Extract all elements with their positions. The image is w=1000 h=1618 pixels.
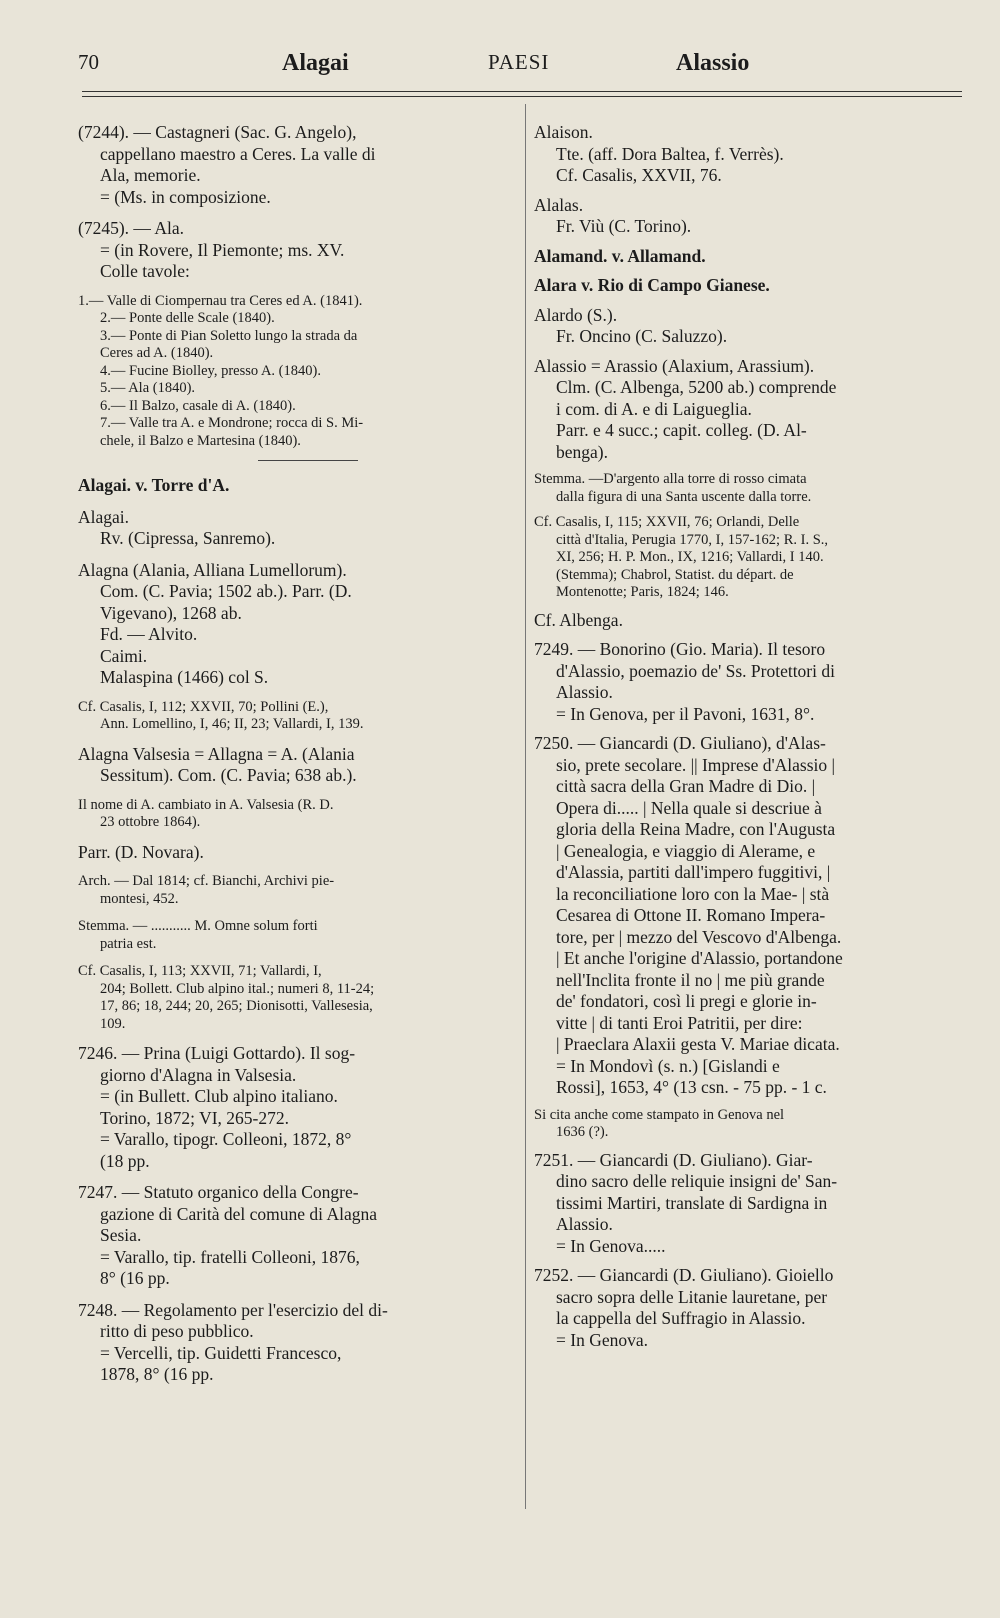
text-line: = Varallo, tipogr. Colleoni, 1872, 8° [100, 1129, 352, 1149]
text-line: sacro sopra delle Litanie lauretane, per [556, 1286, 828, 1307]
text-line: = (Ms. in composizione. [100, 186, 271, 207]
text-line: città d'Italia, Perugia 1770, I, 157-162; R. I. S., [556, 531, 829, 548]
text-line: 7248. — Regolamento per l'esercizio del di- [78, 1299, 388, 1320]
text-line: = Vercelli, tip. Guidetti Francesco, [100, 1342, 342, 1363]
text-line: 8° (16 pp. [100, 1268, 170, 1288]
text-line: la cappella del Suffragio in Alassio. [556, 1308, 806, 1328]
text-line: Colle tavole: [100, 261, 190, 281]
text-line: Sessitum). Com. (C. Pavia; 638 ab.). [100, 765, 357, 785]
text-line: 1.— Valle di Ciompernau tra Ceres ed A. (1841). [78, 292, 363, 309]
text-line: (18 pp. [100, 1150, 150, 1171]
text-line: | Et anche l'origine d'Alassio, portandone [556, 948, 843, 968]
text-line: tissimi Martiri, translate di Sardigna in [556, 1192, 828, 1213]
text-line: Parr. (D. Novara). [78, 841, 204, 862]
text-line: Alassio = Arassio (Alaxium, Arassium). [534, 355, 815, 376]
entry [78, 218, 506, 283]
text-line: Com. (C. Pavia; 1502 ab.). Parr. (D. [100, 581, 352, 601]
entry [78, 475, 506, 497]
text-line: (Stemma); Chabrol, Statist. du départ. de [556, 566, 794, 583]
text-line: Rv. (Cipressa, Sanremo). [100, 528, 276, 548]
text-line: Stemma. —D'argento alla torre di rosso cimata [534, 471, 807, 487]
text-line: Ann. Lomellino, I, 46; II, 23; Vallardi, I, 139. [100, 716, 364, 732]
text-line: Cf. Casalis, I, 115; XXVII, 76; Orlandi, Delle [534, 514, 800, 530]
entry [534, 514, 962, 602]
entry [78, 1182, 506, 1290]
text-line: XI, 256; H. P. Mon., IX, 1216; Vallardi, I 140. [556, 549, 824, 565]
text-line: 109. [100, 1015, 126, 1032]
text-line: Alagna (Alania, Alliana Lumellorum). [78, 559, 347, 580]
text-line: 23 ottobre 1864). [100, 814, 201, 830]
text-line: 1878, 8° (16 pp. [100, 1364, 214, 1384]
text-line: 7247. — Statuto organico della Congre- [78, 1182, 359, 1202]
entry [534, 610, 962, 632]
text-line: Malaspina (1466) col S. [100, 667, 269, 687]
text-line: Arch. — Dal 1814; cf. Bianchi, Archivi pie- [78, 873, 335, 889]
text-line: dalla figura di una Santa uscente dalla torre. [556, 488, 812, 505]
text-line: Alalas. [534, 194, 584, 215]
entry [534, 1265, 962, 1351]
text-line: = (in Bullett. Club alpino italiano. [100, 1086, 338, 1106]
entry [534, 1107, 962, 1142]
text-line: montesi, 452. [100, 890, 179, 907]
text-line: Alagai. v. Torre d'A. [78, 475, 230, 495]
text-line: Alaison. [534, 122, 593, 142]
text-line: Alara v. Rio di Campo Gianese. [534, 275, 770, 295]
text-line: 7.— Valle tra A. e Mondrone; rocca di S. Mi- [100, 415, 364, 431]
text-line: Caimi. [100, 645, 148, 666]
text-line: 204; Bollett. Club alpino ital.; numeri 8, 11-24; [100, 980, 375, 997]
text-line: 7251. — Giancardi (D. Giuliano). Giar- [534, 1149, 813, 1170]
entry [78, 507, 506, 550]
text-line: 3.— Ponte di Pian Soletto lungo la strada da [100, 327, 358, 344]
text-line: Cf. Casalis, XXVII, 76. [556, 165, 722, 185]
entry [534, 305, 962, 348]
text-line: Montenotte; Paris, 1824; 146. [556, 584, 729, 600]
text-line: Cf. Casalis, I, 113; XXVII, 71; Vallardi, I, [78, 963, 322, 979]
section-separator [258, 460, 358, 461]
text-line: Alassio. [556, 682, 613, 702]
text-line: gloria della Reina Madre, con l'Augusta [556, 819, 836, 839]
text-line: chele, il Balzo e Martesina (1840). [100, 432, 301, 449]
text-line: Fr. Oncino (C. Saluzzo). [556, 326, 728, 346]
text-line: Cf. Albenga. [534, 609, 623, 630]
entry [78, 797, 506, 832]
page-number: 70 [78, 50, 99, 74]
entry [78, 293, 506, 451]
text-line: Alassio. [556, 1214, 613, 1234]
text-line: giorno d'Alagna in Valsesia. [100, 1064, 297, 1085]
entry [534, 471, 962, 506]
entry [534, 275, 962, 297]
text-line: 1636 (?). [556, 1124, 609, 1140]
text-line: = In Genova. [556, 1329, 648, 1350]
text-line: 17, 86; 18, 244; 20, 265; Dionisotti, Vallesesia, [100, 998, 373, 1014]
text-line: Stemma. — ........... M. Omne solum forti [78, 918, 318, 934]
left-column [78, 122, 506, 1396]
text-line: (7244). — Castagneri (Sac. G. Angelo), [78, 122, 357, 142]
entry [78, 744, 506, 787]
text-line: vitte | di tanti Eroi Patritii, per dire: [556, 1012, 803, 1033]
text-line: 5.— Ala (1840). [100, 380, 196, 396]
text-line: Alardo (S.). [534, 304, 618, 325]
text-line: Fr. Viù (C. Torino). [556, 216, 692, 236]
text-line: Alagai. [78, 506, 130, 527]
text-line: Si cita anche come stampato in Genova nel [534, 1106, 785, 1123]
text-line: tore, per | mezzo del Vescovo d'Albenga. [556, 926, 842, 947]
text-line: = In Mondovì (s. n.) [Gislandi e [556, 1055, 780, 1076]
text-line: Alamand. v. Allamand. [534, 245, 706, 266]
header-right-word: Alassio [676, 50, 750, 76]
right-column [534, 122, 962, 1359]
page-header [0, 50, 1000, 90]
header-center-word: PAESI [488, 50, 550, 74]
text-line: 2.— Ponte delle Scale (1840). [100, 310, 275, 326]
header-left-word: Alagai [282, 50, 349, 76]
text-line: 7249. — Bonorino (Gio. Maria). Il tesoro [534, 639, 826, 659]
text-line: (7245). — Ala. [78, 218, 184, 238]
text-line: Sesia. [100, 1225, 142, 1245]
entry [78, 873, 506, 908]
text-line: Cf. Casalis, I, 112; XXVII, 70; Pollini (E.), [78, 698, 329, 715]
text-line: = In Genova..... [556, 1235, 666, 1256]
text-line: = Varallo, tip. fratelli Colleoni, 1876, [100, 1246, 360, 1267]
text-line: Rossi], 1653, 4° (13 csn. - 75 pp. - 1 c. [556, 1077, 827, 1097]
text-line: Ceres ad A. (1840). [100, 345, 214, 361]
text-line: dino sacro delle reliquie insigni de' San- [556, 1171, 838, 1191]
text-line: città sacra della Gran Madre di Dio. | [556, 776, 816, 796]
text-line: Opera di..... | Nella quale si descriue à [556, 797, 822, 818]
text-line: d'Alassia, partiti dall'impero fuggitivi, | [556, 862, 831, 882]
entry [534, 195, 962, 238]
header-rule-bottom [82, 96, 962, 97]
entry [78, 1043, 506, 1172]
text-line: d'Alassio, poemazio de' Ss. Protettori di [556, 660, 835, 681]
entry [534, 639, 962, 725]
entry [78, 122, 506, 208]
text-line: Il nome di A. cambiato in A. Valsesia (R. D. [78, 796, 334, 813]
text-line: 7252. — Giancardi (D. Giuliano). Gioiello [534, 1265, 834, 1285]
text-line: Clm. (C. Albenga, 5200 ab.) comprende [556, 377, 837, 397]
entry [78, 918, 506, 953]
text-line: 4.— Fucine Biolley, presso A. (1840). [100, 362, 321, 379]
text-line: Fd. — Alvito. [100, 624, 198, 644]
text-line: benga). [556, 441, 608, 462]
entry [534, 1150, 962, 1258]
text-line: sio, prete secolare. || Imprese d'Alassio | [556, 754, 835, 775]
text-line: patria est. [100, 935, 157, 952]
entry [78, 560, 506, 689]
text-line: Cesarea di Ottone II. Romano Impera- [556, 905, 826, 925]
text-line: i com. di A. e di Laigueglia. [556, 398, 752, 419]
entry [534, 356, 962, 464]
entry [534, 246, 962, 268]
text-line: de' fondatori, così li pregi e glorie in- [556, 991, 817, 1011]
text-line: Tte. (aff. Dora Baltea, f. Verrès). [556, 143, 784, 164]
text-line: | Praeclara Alaxii gesta V. Mariae dicata. [556, 1034, 840, 1054]
text-line: Torino, 1872; VI, 265-272. [100, 1107, 289, 1128]
header-rule-top [82, 91, 962, 92]
text-line: gazione di Carità del comune di Alagna [100, 1203, 377, 1224]
text-line: ritto di peso pubblico. [100, 1321, 254, 1341]
text-line: Ala, memorie. [100, 165, 201, 185]
text-line: 6.— Il Balzo, casale di A. (1840). [100, 397, 296, 414]
text-line: cappellano maestro a Ceres. La valle di [100, 143, 376, 164]
text-line: = In Genova, per il Pavoni, 1631, 8°. [556, 703, 815, 724]
text-line: la reconciliatione loro con la Mae- | stà [556, 883, 830, 904]
text-line: 7250. — Giancardi (D. Giuliano), d'Alas- [534, 733, 826, 753]
entry [534, 733, 962, 1099]
entry [534, 122, 962, 187]
text-line: = (in Rovere, Il Piemonte; ms. XV. [100, 239, 345, 260]
text-line: nell'Inclita fronte il no | me più grande [556, 969, 825, 990]
text-line: | Genealogia, e viaggio di Alerame, e [556, 840, 816, 861]
column-divider [525, 104, 526, 1509]
entry [78, 842, 506, 864]
text-line: Vigevano), 1268 ab. [100, 602, 242, 623]
text-line: 7246. — Prina (Luigi Gottardo). Il sog- [78, 1043, 356, 1063]
entry [78, 1300, 506, 1386]
text-line: Parr. e 4 succ.; capit. colleg. (D. Al- [556, 420, 807, 440]
entry [78, 963, 506, 1033]
text-line: Alagna Valsesia = Allagna = A. (Alania [78, 743, 355, 764]
entry [78, 699, 506, 734]
